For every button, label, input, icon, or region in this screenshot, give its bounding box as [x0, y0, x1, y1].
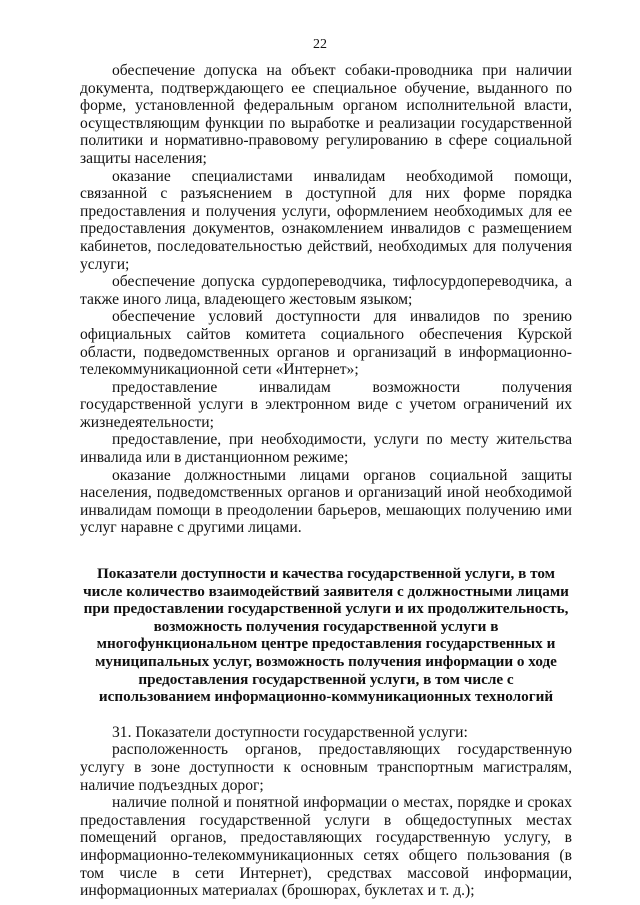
- page-number: 22: [313, 37, 327, 52]
- paragraph: расположенность органов, предоставляющих государственную услугу в зоне доступности к основным транспортным магистралям, наличие подъездных дорог;: [80, 741, 572, 794]
- paragraph: предоставление инвалидам возможности получения государственной услуги в электронном виде с учетом ограничений их жизнедеятельности;: [80, 378, 572, 431]
- paragraph: 31. Показатели доступности государственной услуги:: [112, 723, 468, 741]
- paragraph: наличие полной и понятной информации о местах, порядке и сроках предоставления государственной услуги в общедоступных местах помещений органов, предоставляющих государственную услугу, в информационно-телекоммуникационных сетях общего пользования (в том числе в сети Интернет), средствах массовой информации, информационных материалах (брошюрах, буклетах и т. д.);: [80, 794, 572, 900]
- paragraph: обеспечение допуска на объект собаки-проводника при наличии документа, подтверждающего ее специальное обучение, выданного по форме, установленной федеральным органом исполнительной власти, осуществляющим функции по выработке и реализации государственной политики и нормативно-правовому регулированию в сфере социальной защиты населения;: [80, 62, 572, 167]
- paragraph: предоставление, при необходимости, услуги по месту жительства инвалида или в дистанционном режиме;: [80, 431, 572, 467]
- page-content: [80, 62, 572, 900]
- section-heading: Показатели доступности и качества государственной услуги, в том числе количество взаимодействий заявителя с должностными лицами при предоставлении государственной услуги и их продолжительность, возможность получения государственной услуги в многофункциональном центре предоставления государственных и муниципальных услуг, возможность получения информации о ходе предоставления государственной услуги, в том числе с использованием информационно-коммуникационных технологий: [83, 565, 569, 706]
- paragraph: обеспечение допуска сурдопереводчика, тифлосурдопереводчика, а также иного лица, владеющего жестовым языком;: [80, 273, 572, 308]
- paragraph: оказание должностными лицами органов социальной защиты населения, подведомственных органов и организаций иной необходимой инвалидам помощи в преодолении барьеров, мешающих получению ими услуг наравне с другими лицами.: [80, 466, 572, 537]
- paragraph: обеспечение условий доступности для инвалидов по зрению официальных сайтов комитета социального обеспечения Курской области, подведомственных органов и организаций в информационно-телекоммуникационной сети «Интернет»;: [80, 308, 572, 379]
- paragraph: оказание специалистами инвалидам необходимой помощи, связанной с разъяснением в доступной для них форме порядка предоставления и получения услуги, оформлением необходимых для ее предоставления документов, ознакомлением инвалидов с размещением кабинетов, последовательностью действий, необходимых для получения услуги;: [80, 167, 572, 273]
